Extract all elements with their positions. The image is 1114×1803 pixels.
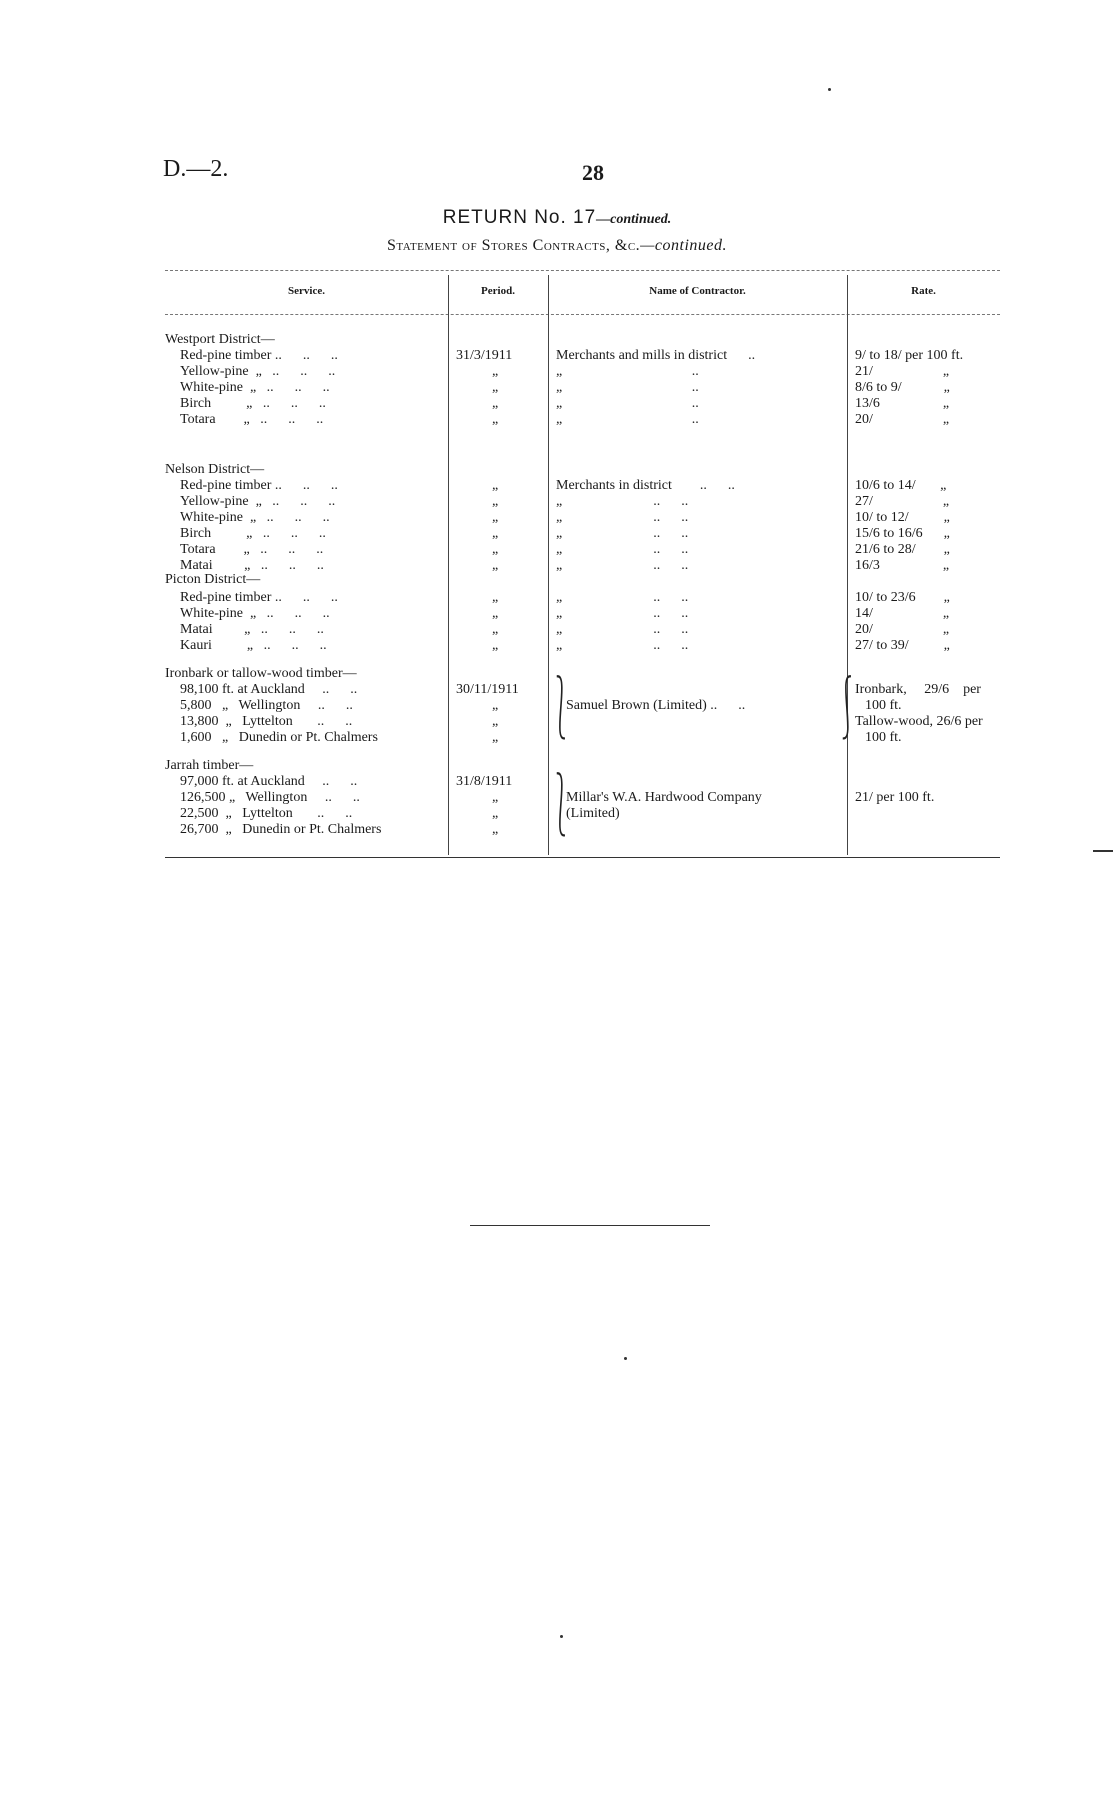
service-cell: 22,500 „ Lyttelton .. .. bbox=[180, 806, 353, 821]
period-cell: „ bbox=[492, 714, 499, 729]
contractor-cell: „ .. bbox=[556, 364, 699, 379]
period-cell: 31/3/1911 bbox=[456, 348, 513, 363]
rate-cell: 20/ „ bbox=[855, 412, 950, 427]
contractor-cell: „ .. .. bbox=[556, 558, 689, 573]
contractor-cell: Merchants in district .. .. bbox=[556, 478, 735, 493]
service-cell: Red-pine timber .. .. .. bbox=[180, 590, 338, 605]
period-cell: „ bbox=[492, 542, 499, 557]
period-cell: „ bbox=[492, 822, 499, 837]
service-cell: Yellow-pine „ .. .. .. bbox=[180, 364, 336, 379]
service-cell: Jarrah timber— bbox=[165, 758, 254, 773]
service-cell: Totara „ .. .. .. bbox=[180, 542, 324, 557]
speck bbox=[560, 1635, 563, 1638]
closing-rule bbox=[470, 1225, 710, 1226]
period-cell: „ bbox=[492, 790, 499, 805]
period-cell: „ bbox=[492, 590, 499, 605]
brace-left-jarrah: ⎱ bbox=[550, 772, 572, 840]
service-cell: Westport District— bbox=[165, 332, 275, 347]
service-cell: Birch „ .. .. .. bbox=[180, 526, 326, 541]
contractor-cell: „ .. bbox=[556, 412, 699, 427]
rate-cell: 21/ „ bbox=[855, 364, 950, 379]
statement-title bbox=[0, 237, 1114, 255]
service-cell: Red-pine timber .. .. .. bbox=[180, 478, 338, 493]
rate-cell: 20/ „ bbox=[855, 622, 950, 637]
contractor-cell: „ .. .. bbox=[556, 590, 689, 605]
brace-left-ironbark: ⎱ bbox=[550, 675, 572, 743]
document-code: D.—2. bbox=[163, 156, 229, 182]
column-divider-rate bbox=[847, 275, 848, 855]
service-cell: White-pine „ .. .. .. bbox=[180, 510, 330, 525]
contractor-cell: (Limited) bbox=[566, 806, 620, 821]
period-cell: „ bbox=[492, 698, 499, 713]
margin-mark bbox=[1093, 850, 1113, 852]
period-cell: „ bbox=[492, 396, 499, 411]
contractor-cell: „ .. .. bbox=[556, 622, 689, 637]
column-divider-period bbox=[448, 275, 449, 855]
page-number: 28 bbox=[582, 160, 604, 185]
service-cell: Matai „ .. .. .. bbox=[180, 558, 324, 573]
column-header-service: Service. bbox=[288, 285, 325, 297]
service-cell: Red-pine timber .. .. .. bbox=[180, 348, 338, 363]
period-cell: „ bbox=[492, 526, 499, 541]
rate-cell: 21/6 to 28/ „ bbox=[855, 542, 950, 557]
rate-cell: 27/ „ bbox=[855, 494, 950, 509]
contractor-cell: Merchants and mills in district .. bbox=[556, 348, 756, 363]
column-header-contractor: Name of Contractor. bbox=[649, 285, 746, 297]
period-cell: „ bbox=[492, 606, 499, 621]
rate-cell: 100 ft. bbox=[865, 698, 902, 713]
rate-cell: Ironbark, 29/6 per bbox=[855, 682, 981, 697]
rate-cell: 10/6 to 14/ „ bbox=[855, 478, 947, 493]
service-cell: Ironbark or tallow-wood timber— bbox=[165, 666, 357, 681]
rate-cell: 9/ to 18/ per 100 ft. bbox=[855, 348, 964, 363]
period-cell: „ bbox=[492, 380, 499, 395]
contractor-cell: „ .. .. bbox=[556, 638, 689, 653]
service-cell: 1,600 „ Dunedin or Pt. Chalmers bbox=[180, 730, 378, 745]
service-cell: 13,800 „ Lyttelton .. .. bbox=[180, 714, 353, 729]
rate-cell: 10/ to 12/ „ bbox=[855, 510, 950, 525]
service-cell: Kauri „ .. .. .. bbox=[180, 638, 327, 653]
statement-title-text: Statement of Stores Contracts, &c. bbox=[386, 237, 641, 254]
period-cell: „ bbox=[492, 622, 499, 637]
contractor-cell: Samuel Brown (Limited) .. .. bbox=[566, 698, 746, 713]
service-cell: 5,800 „ Wellington .. .. bbox=[180, 698, 353, 713]
return-title-text: RETURN No. 17 bbox=[442, 207, 597, 228]
period-cell: „ bbox=[492, 364, 499, 379]
table-bottom-rule bbox=[165, 857, 1000, 858]
contractor-cell: „ .. .. bbox=[556, 494, 689, 509]
contractor-cell: „ .. .. bbox=[556, 606, 689, 621]
period-cell: „ bbox=[492, 510, 499, 525]
column-header-period: Period. bbox=[481, 285, 515, 297]
period-cell: „ bbox=[492, 478, 499, 493]
contractor-cell: „ .. .. bbox=[556, 510, 689, 525]
contractor-cell: „ .. bbox=[556, 396, 699, 411]
header-bottom-rule bbox=[165, 314, 1000, 315]
service-cell: 126,500 „ Wellington .. .. bbox=[180, 790, 360, 805]
service-cell: Birch „ .. .. .. bbox=[180, 396, 326, 411]
table-top-rule bbox=[165, 270, 1000, 271]
service-cell: 97,000 ft. at Auckland .. .. bbox=[180, 774, 358, 789]
period-cell: „ bbox=[492, 638, 499, 653]
service-cell: 26,700 „ Dunedin or Pt. Chalmers bbox=[180, 822, 382, 837]
period-cell: „ bbox=[492, 412, 499, 427]
rate-cell: 21/ per 100 ft. bbox=[855, 790, 935, 805]
return-title bbox=[0, 207, 1114, 229]
service-cell: White-pine „ .. .. .. bbox=[180, 380, 330, 395]
rate-cell: 16/3 „ bbox=[855, 558, 950, 573]
service-cell: White-pine „ .. .. .. bbox=[180, 606, 330, 621]
service-cell: Picton District— bbox=[165, 572, 261, 587]
service-cell: Totara „ .. .. .. bbox=[180, 412, 324, 427]
service-cell: 98,100 ft. at Auckland .. .. bbox=[180, 682, 358, 697]
period-cell: 31/8/1911 bbox=[456, 774, 513, 789]
service-cell: Nelson District— bbox=[165, 462, 265, 477]
period-cell: „ bbox=[492, 806, 499, 821]
rate-cell: 10/ to 23/6 „ bbox=[855, 590, 950, 605]
contractor-cell: „ .. bbox=[556, 380, 699, 395]
rate-cell: Tallow-wood, 26/6 per bbox=[855, 714, 983, 729]
contractor-cell: „ .. .. bbox=[556, 526, 689, 541]
service-cell: Matai „ .. .. .. bbox=[180, 622, 324, 637]
brace-right-ironbark: ⎰ bbox=[836, 675, 858, 743]
period-cell: 30/11/1911 bbox=[456, 682, 519, 697]
column-header-rate: Rate. bbox=[911, 285, 936, 297]
rate-cell: 15/6 to 16/6 „ bbox=[855, 526, 950, 541]
column-divider-contractor bbox=[548, 275, 549, 855]
rate-cell: 14/ „ bbox=[855, 606, 950, 621]
period-cell: „ bbox=[492, 558, 499, 573]
speck bbox=[624, 1357, 627, 1360]
service-cell: Yellow-pine „ .. .. .. bbox=[180, 494, 336, 509]
period-cell: „ bbox=[492, 494, 499, 509]
rate-cell: 8/6 to 9/ „ bbox=[855, 380, 950, 395]
rate-cell: 27/ to 39/ „ bbox=[855, 638, 950, 653]
contractor-cell: „ .. .. bbox=[556, 542, 689, 557]
statement-title-suffix: —continued. bbox=[640, 237, 727, 254]
rate-cell: 13/6 „ bbox=[855, 396, 950, 411]
return-title-suffix: —continued. bbox=[596, 212, 672, 227]
rate-cell: 100 ft. bbox=[865, 730, 902, 745]
speck bbox=[828, 88, 831, 91]
period-cell: „ bbox=[492, 730, 499, 745]
contractor-cell: Millar's W.A. Hardwood Company bbox=[566, 790, 762, 805]
